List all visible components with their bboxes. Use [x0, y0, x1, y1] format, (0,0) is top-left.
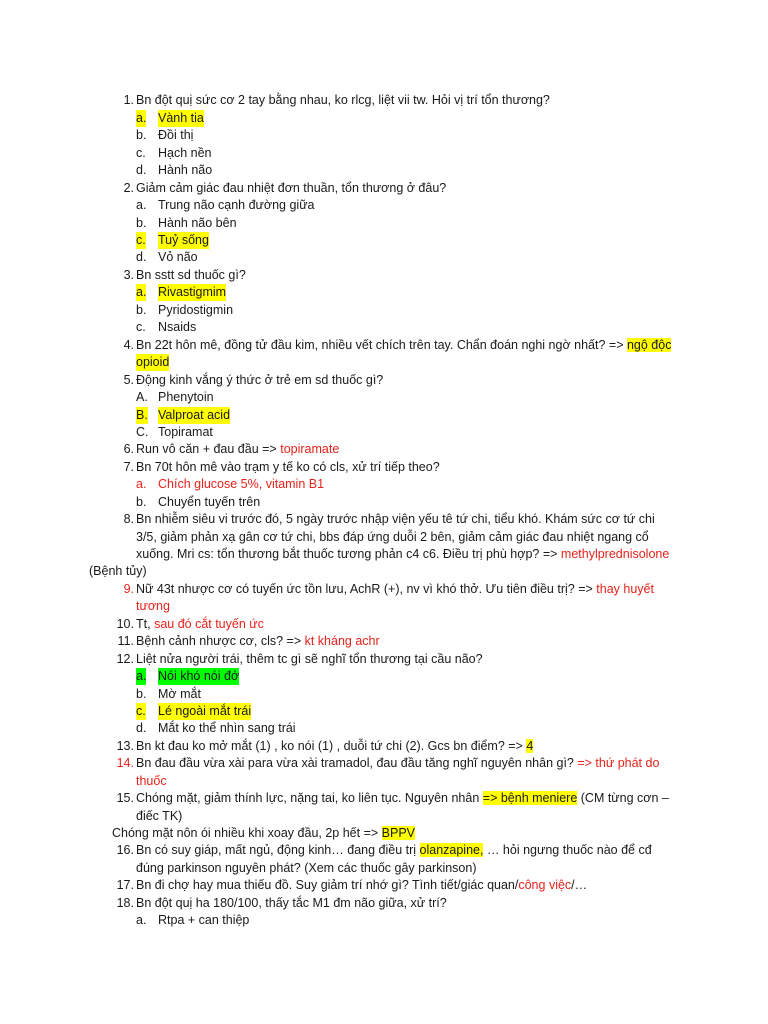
option-text-highlighted: Rivastigmim [158, 285, 227, 299]
answer-highlighted: 4 [526, 739, 534, 753]
option-text: Topiramat [158, 425, 213, 439]
option-letter: C. [136, 425, 149, 439]
option-text: Trung não cạnh đường giữa [158, 198, 315, 212]
option-text: Vỏ não [158, 250, 198, 264]
question-text: Bn đột quị sức cơ 2 tay bằng nhau, ko rlcg, liệt vii tw. Hỏi vị trí tổn thương? [136, 93, 550, 107]
question-number: 17. [116, 878, 134, 892]
question-body [136, 337, 671, 354]
question-number: 10. [116, 617, 134, 631]
question-text: Bn sstt sd thuốc gì? [136, 268, 246, 282]
question-text: đúng parkinson nguyên phát? (Xem các thuốc gây parkinson) [136, 861, 477, 875]
question-text: Chóng mặt, giảm thính lực, nặng tai, ko liên tục. Nguyên nhân [136, 791, 483, 805]
answer-highlighted: opioid [136, 355, 170, 369]
option-letter: c. [136, 320, 146, 334]
question-number: 12. [116, 652, 134, 666]
question-text: Liệt nửa người trái, thêm tc gì sẽ nghĩ tổn thương tại cầu não? [136, 652, 483, 666]
option-letter: a. [136, 285, 147, 299]
answer-red: topiramate [280, 442, 340, 456]
question-text: Bn 70t hôn mê vào trạm y tế ko có cls, xử trí tiếp theo? [136, 460, 440, 474]
question-text: (CM từng cơn – [577, 791, 669, 805]
answer-red: sau đó cắt tuyến ức [154, 617, 264, 631]
option-letter: a. [136, 477, 147, 491]
question-text: Bn đau đầu vừa xài para vừa xài tramadol, đau đầu tăng nghĩ nguyên nhân gì? [136, 756, 578, 770]
option-letter: a. [136, 111, 147, 125]
question-text: Bn có suy giáp, mất ngủ, động kinh… đang điều trị [136, 843, 420, 857]
answer-highlighted: ngộ độc [626, 338, 672, 352]
option-text: Phenytoin [158, 390, 214, 404]
option-letter: d. [136, 250, 147, 264]
option-letter: A. [136, 390, 148, 404]
option-letter: d. [136, 163, 147, 177]
question-text: xuống. Mri cs: tổn thương bắt thuốc tương phản c4 c6. Điều trị phù hợp? => [136, 547, 561, 561]
answer-red: => thứ phát do [577, 756, 660, 770]
question-number: 6. [123, 442, 134, 456]
option-text: Pyridostigmin [158, 303, 234, 317]
question-text: điếc TK) [136, 809, 183, 823]
question-body [136, 790, 669, 807]
answer-red: thay huyết [596, 582, 654, 596]
option-text: Đồi thị [158, 128, 194, 142]
answer-red: kt kháng achr [304, 634, 380, 648]
question-8-note [89, 563, 147, 580]
option-text: Mờ mắt [158, 687, 201, 701]
question-number: 4. [123, 338, 134, 352]
question-number: 13. [116, 739, 134, 753]
question-body [136, 633, 380, 650]
option-text-highlighted: Valproat acid [158, 408, 231, 422]
option-letter: B. [136, 408, 148, 422]
question-text: Nữ 43t nhược cơ có tuyến ức tồn lưu, AchR (+), nv vì khó thở. Ưu tiên điều trị? => [136, 582, 597, 596]
question-number: 2. [123, 181, 134, 195]
question-body [136, 755, 659, 772]
question-text: … hỏi ngưng thuốc nào để cđ [483, 843, 652, 857]
question-text: Bn đột quị ha 180/100, thấy tắc M1 đm não giữa, xử trí? [136, 896, 447, 910]
extra-text: Chóng mặt nôn ói nhiều khi xoay đầu, 2p hết => [112, 826, 382, 840]
question-number: 7. [123, 460, 134, 474]
question-text: Bệnh cảnh nhược cơ, cls? => [136, 634, 305, 648]
answer-red: methylprednisolone [560, 547, 670, 561]
question-body [136, 546, 669, 563]
question-number: 5. [123, 373, 134, 387]
option-letter: b. [136, 687, 147, 701]
question-text: Động kinh vắng ý thức ở trẻ em sd thuốc gì? [136, 373, 384, 387]
question-body [136, 842, 652, 859]
option-letter: a. [136, 669, 147, 683]
option-text: Hành não bên [158, 216, 237, 230]
option-text-highlighted: Tuỷ sống [158, 233, 209, 247]
question-text: Giảm cảm giác đau nhiệt đơn thuần, tổn thương ở đâu? [136, 181, 447, 195]
question-number: 15. [116, 791, 134, 805]
option-letter: c. [136, 233, 146, 247]
question-text: Bn 22t hôn mê, đồng tử đầu kim, nhiều vết chích trên tay. Chẩn đoán nghi ngờ nhất? => [136, 338, 627, 352]
option-text-red: Chích glucose 5%, vitamin B1 [158, 477, 325, 491]
answer-red: tương [136, 599, 170, 613]
question-number: 3. [123, 268, 134, 282]
note-text: (Bệnh tủy) [89, 564, 147, 578]
question-text: /… [571, 878, 588, 892]
question-number: 1. [123, 93, 134, 107]
option-text: Mắt ko thể nhìn sang trái [158, 721, 296, 735]
option-letter: a. [136, 198, 147, 212]
answer-highlighted: BPPV [381, 826, 415, 840]
question-number: 18. [116, 896, 134, 910]
option-letter: b. [136, 495, 147, 509]
answer-highlighted: => bệnh meniere [482, 791, 578, 805]
option-letter: b. [136, 303, 147, 317]
answer-highlighted: olanzapine, [419, 843, 484, 857]
option-text: Hạch nền [158, 146, 212, 160]
question-text: Bn kt đau ko mở mắt (1) , ko nói (1) , duỗi tứ chi (2). Gcs bn điểm? => [136, 739, 527, 753]
option-text: Chuyển tuyến trên [158, 495, 261, 509]
question-body [136, 581, 654, 598]
question-number: 14. [116, 756, 134, 770]
question-text: Run vô căn + đau đầu => [136, 442, 281, 456]
question-number: 11. [117, 634, 134, 648]
question-body [136, 616, 264, 633]
answer-red: thuốc [136, 774, 167, 788]
option-text-highlighted: Lé ngoài mắt trái [158, 704, 252, 718]
option-letter: c. [136, 146, 146, 160]
question-text: Bn đi chợ hay mua thiếu đồ. Suy giảm trí nhớ gì? Tình tiết/giác quan/ [136, 878, 519, 892]
answer-red: công việc [518, 878, 572, 892]
option-text-highlighted: Vành tia [158, 111, 204, 125]
question-body [136, 441, 339, 458]
question-body [136, 877, 587, 894]
question-15-extra [112, 825, 415, 842]
option-text-highlighted: Nói khó nói đớ [158, 669, 240, 683]
question-text: Tt, [136, 617, 155, 631]
option-letter: b. [136, 128, 147, 142]
question-number: 9. [123, 582, 134, 596]
option-text: Rtpa + can thiệp [158, 913, 250, 927]
question-text: 3/5, giảm phản xạ gân cơ tứ chi, bbs đáp ứng duỗi 2 bên, giảm cảm giác đau nhiệt ngang cổ [136, 530, 649, 544]
option-letter: b. [136, 216, 147, 230]
option-text: Hành não [158, 163, 213, 177]
question-number: 16. [116, 843, 134, 857]
question-body [136, 738, 533, 755]
option-letter: c. [136, 704, 146, 718]
question-number: 8. [123, 512, 134, 526]
option-letter: d. [136, 721, 147, 735]
option-text: Nsaids [158, 320, 197, 334]
question-text: Bn nhiễm siêu vi trước đó, 5 ngày trước nhập viện yếu tê tứ chi, tiểu khó. Khám sức cơ tứ chi [136, 512, 655, 526]
option-letter: a. [136, 913, 147, 927]
